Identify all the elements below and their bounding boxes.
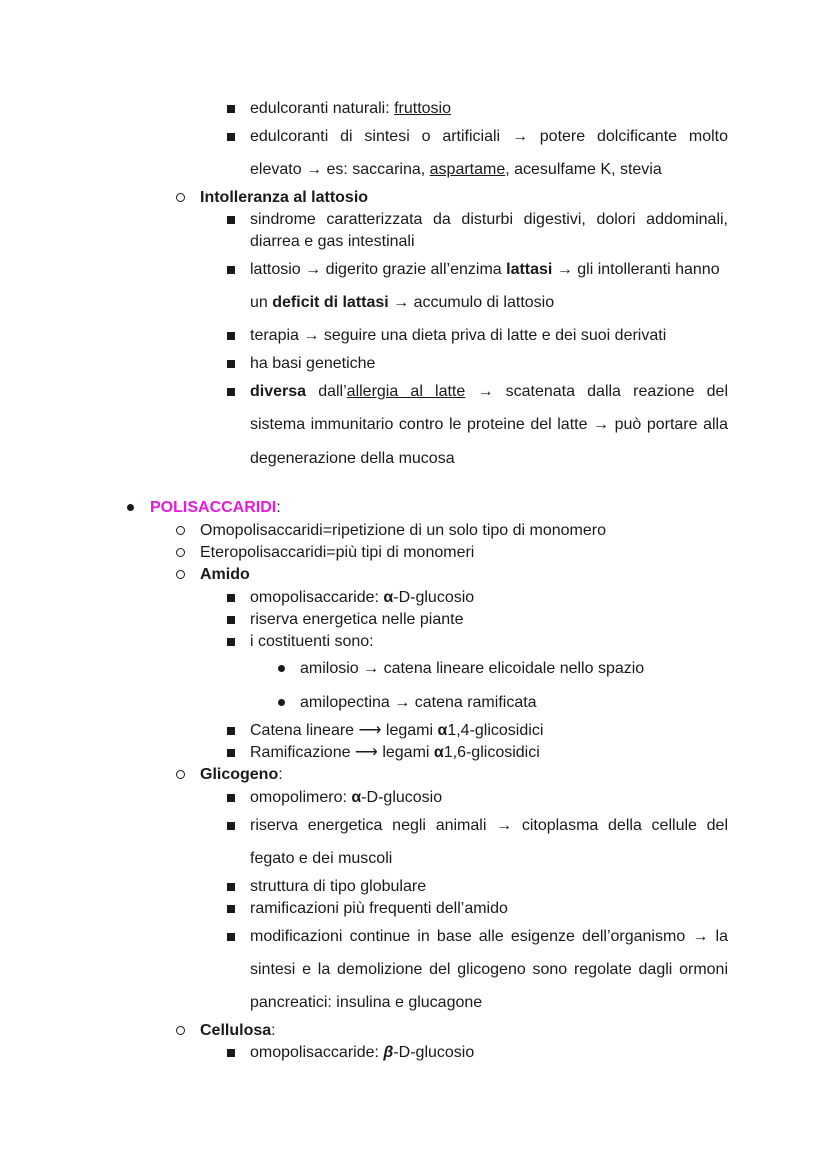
item-text: un deficit di lattasi → accumulo di lattosio (250, 294, 555, 311)
square-bullet-icon (227, 266, 235, 274)
square-bullet-icon (227, 360, 235, 368)
list-item (0, 352, 828, 376)
square-bullet-icon (227, 822, 235, 830)
item-text: sintesi e la demolizione del glicogeno sono regolate dagli ormoni (250, 961, 728, 978)
item-text: Omopolisaccaridi=ripetizione di un solo tipo di monomero (200, 522, 606, 539)
square-bullet-icon (227, 883, 235, 891)
item-text: omopolimero: α-D-glucosio (250, 789, 443, 806)
item-text: riserva energetica negli animali → citoplasma della cellule del (250, 817, 728, 834)
item-text: i costituenti sono: (250, 633, 374, 650)
item-text: Catena lineare ⟶ legami α1,4-glicosidici (250, 722, 544, 739)
item-text: edulcoranti di sintesi o artificiali → potere dolcificante molto (250, 128, 728, 145)
list-item-continuation (0, 158, 828, 182)
subheading: Glicogeno: (200, 766, 283, 783)
circle-bullet-icon (176, 193, 185, 202)
list-item (0, 208, 828, 232)
square-bullet-icon (227, 388, 235, 396)
item-text: struttura di tipo globulare (250, 878, 427, 895)
list-item (0, 586, 828, 610)
subheading: Cellulosa: (200, 1022, 276, 1039)
section-heading (0, 496, 828, 520)
list-item (0, 786, 828, 810)
list-item (0, 608, 828, 632)
item-text: edulcoranti naturali: fruttosio (250, 100, 452, 117)
square-bullet-icon (227, 638, 235, 646)
item-text: sistema immunitario contro le proteine del latte → può portare alla (250, 416, 728, 433)
square-bullet-icon (227, 1049, 235, 1057)
item-text: ramificazioni più frequenti dell’amido (250, 900, 508, 917)
square-bullet-icon (227, 332, 235, 340)
item-text: sindrome caratterizzata da disturbi digestivi, dolori addominali, (250, 211, 728, 228)
item-text: lattosio → digerito grazie all’enzima lattasi → gli intolleranti hanno (250, 261, 720, 278)
list-item (0, 925, 828, 949)
list-item (0, 875, 828, 899)
list-item-continuation (0, 847, 828, 871)
list-item (0, 380, 828, 404)
list-item-continuation (0, 991, 828, 1015)
list-item-continuation (0, 413, 828, 437)
item-text: Eteropolisaccaridi=più tipi di monomeri (200, 544, 475, 561)
square-bullet-icon (227, 105, 235, 113)
list-item (0, 1019, 828, 1043)
square-bullet-icon (227, 933, 235, 941)
dot-bullet-icon (278, 699, 285, 706)
item-text: amilopectina → catena ramificata (300, 694, 537, 711)
list-item (0, 519, 828, 543)
circle-bullet-icon (176, 770, 185, 779)
list-item (0, 258, 828, 282)
list-item (0, 763, 828, 787)
item-text: diarrea e gas intestinali (250, 233, 415, 250)
list-item (0, 97, 828, 121)
item-text: ha basi genetiche (250, 355, 376, 372)
circle-bullet-icon (176, 570, 185, 579)
subheading: Amido (200, 566, 250, 583)
item-text: degenerazione della mucosa (250, 450, 455, 467)
circle-bullet-icon (176, 1026, 185, 1035)
list-item (0, 125, 828, 149)
item-text: modificazioni continue in base alle esigenze dell’organismo → la (250, 928, 728, 945)
dot-bullet-icon (127, 504, 134, 511)
list-item (0, 541, 828, 565)
circle-bullet-icon (176, 526, 185, 535)
square-bullet-icon (227, 727, 235, 735)
square-bullet-icon (227, 905, 235, 913)
item-text: fegato e dei muscoli (250, 850, 393, 867)
item-text: amilosio → catena lineare elicoidale nello spazio (300, 660, 645, 677)
square-bullet-icon (227, 794, 235, 802)
item-text: pancreatici: insulina e glucagone (250, 994, 483, 1011)
list-item (0, 814, 828, 838)
item-text: riserva energetica nelle piante (250, 611, 464, 628)
list-item (0, 630, 828, 654)
list-item-continuation (0, 291, 828, 315)
item-text: omopolisaccaride: β-D-glucosio (250, 1044, 475, 1061)
item-text: terapia → seguire una dieta priva di latte e dei suoi derivati (250, 327, 667, 344)
square-bullet-icon (227, 749, 235, 757)
list-item (0, 897, 828, 921)
square-bullet-icon (227, 133, 235, 141)
dot-bullet-icon (278, 665, 285, 672)
list-item-continuation (0, 958, 828, 982)
list-item (0, 719, 828, 743)
list-item (0, 741, 828, 765)
item-text: Ramificazione ⟶ legami α1,6-glicosidici (250, 744, 540, 761)
list-item (0, 324, 828, 348)
item-text: diversa dall’allergia al latte → scatenata dalla reazione del (250, 383, 728, 400)
square-bullet-icon (227, 594, 235, 602)
square-bullet-icon (227, 216, 235, 224)
list-item (0, 691, 828, 715)
list-item (0, 186, 828, 210)
list-item (0, 563, 828, 587)
list-item-continuation (0, 230, 828, 254)
list-item (0, 1041, 828, 1065)
item-text: elevato → es: saccarina, aspartame, acesulfame K, stevia (250, 161, 662, 178)
square-bullet-icon (227, 616, 235, 624)
list-item (0, 657, 828, 681)
subheading: Intolleranza al lattosio (200, 189, 369, 206)
list-item-continuation (0, 447, 828, 471)
circle-bullet-icon (176, 548, 185, 557)
item-text: omopolisaccaride: α-D-glucosio (250, 589, 475, 606)
heading-text: POLISACCARIDI: (150, 499, 281, 516)
